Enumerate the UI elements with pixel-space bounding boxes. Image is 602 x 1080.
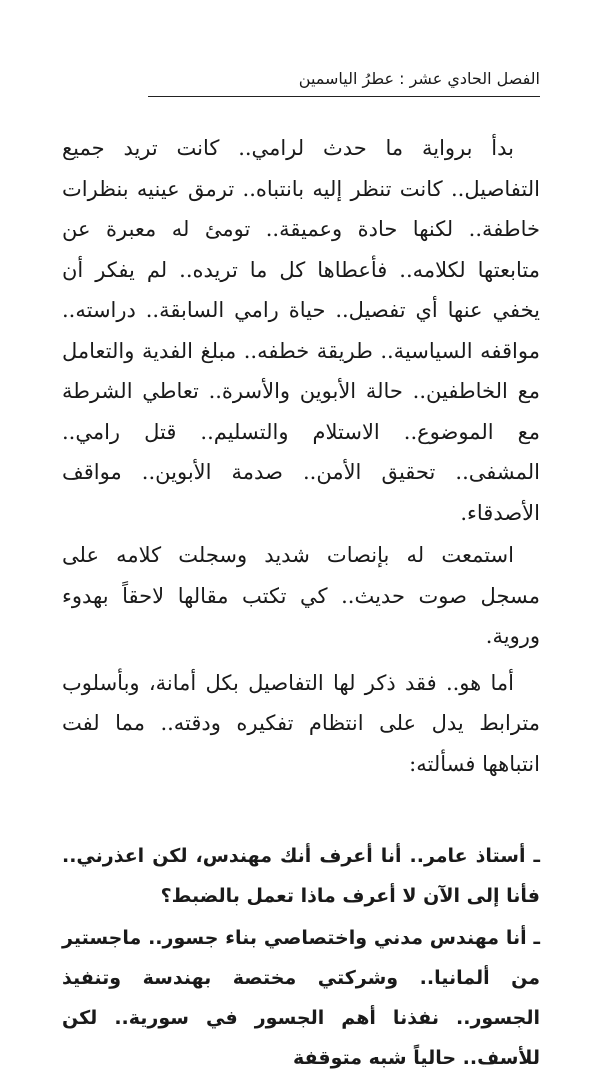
page-body	[62, 128, 540, 1080]
dialogue-line-answer: ـ أنا مهندس مدني واختصاصي بناء جسور.. ماجستير من ألمانيا.. وشركتي مختصة بهندسة وتنفيذ الجسور.. نفذنا أهم الجسور في سورية.. لكن للأسف.. حالياً شبه متوقفة	[62, 927, 540, 1069]
paragraph-narration: بدأ برواية ما حدث لرامي.. كانت تريد جميع التفاصيل.. كانت تنظر إليه بانتباه.. ترمق عينيه بنظرات خاطفة.. لكنها حادة وعميقة.. تومئ له معبرة عن متابعتها لكلامه.. فأعطاها كل ما تريده.. لم يفكر أن يخفي عنها أي تفصيل.. حياة رامي السابقة.. دراسته.. مواقفه السياسية.. طريقة خطفه.. مبلغ الفدية والتعامل مع الخاطفين.. حالة الأبوين والأسرة.. تعاطي الشرطة مع الموضوع.. الاستلام والتسليم.. قتل رامي.. المشفى.. تحقيق الأمن.. صدمة الأبوين.. مواقف الأصدقاء.	[62, 136, 540, 525]
paragraph-question-intro: أما هو.. فقد ذكر لها التفاصيل بكل أمانة، وبأسلوب مترابط يدل على انتظام تفكيره ودقته.. مما لفت انتباهها فسألته:	[62, 670, 540, 776]
header-divider	[148, 96, 540, 97]
paragraph-recording: استمعت له بإنصات شديد وسجلت كلامه على مسجل صوت حديث.. كي تكتب مقالها لاحقاً بهدوء وروية.	[62, 543, 540, 648]
running-header: الفصل الحادي عشر : عطرُ الياسمين	[298, 69, 540, 88]
dialogue-line-question: ـ أستاذ عامر.. أنا أعرف أنك مهندس، لكن اعذرني.. فأنا إلى الآن لا أعرف ماذا تعمل بالضبط؟	[62, 845, 540, 907]
